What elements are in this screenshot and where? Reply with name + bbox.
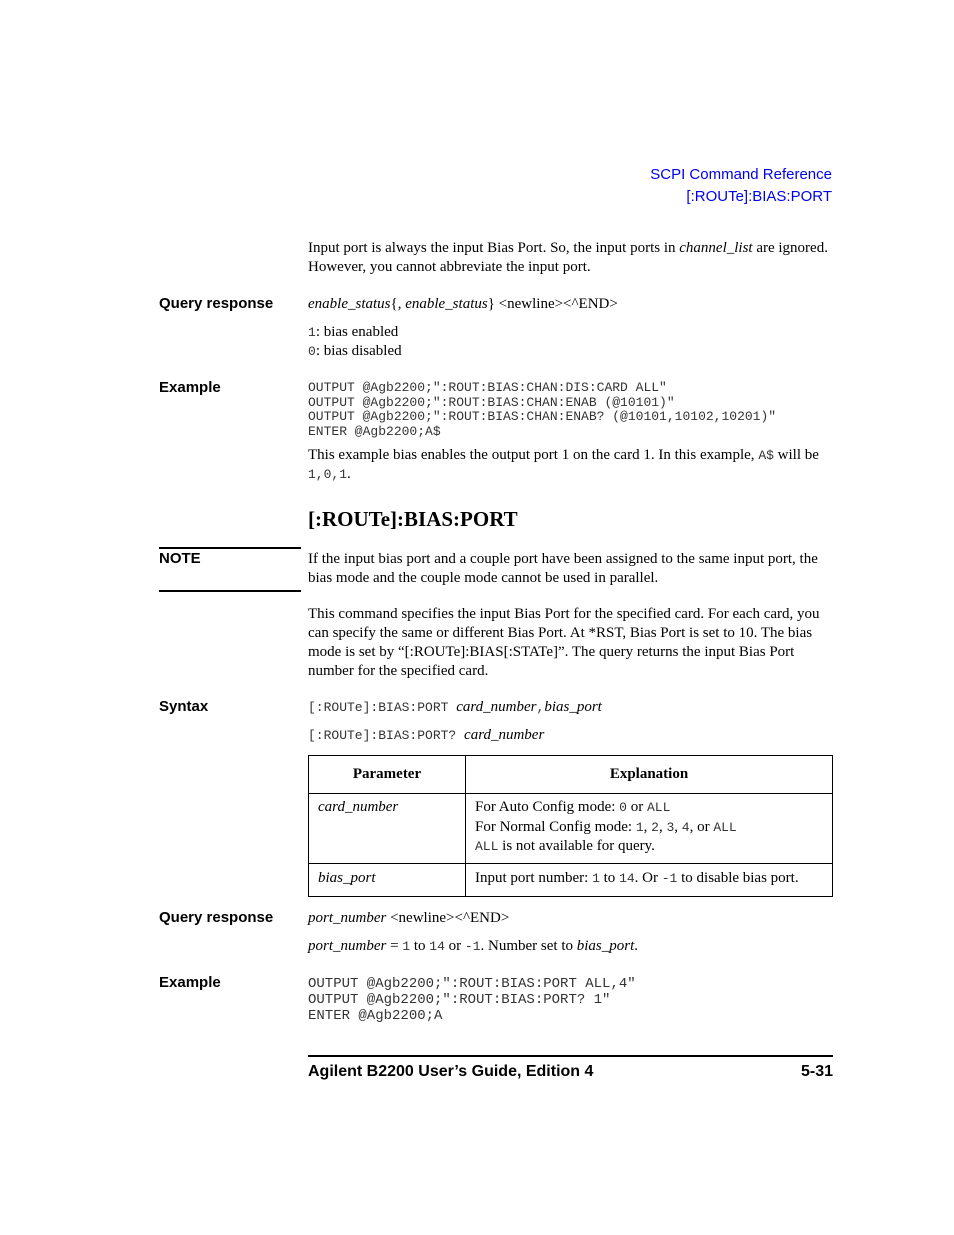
value-disabled: 0: bias disabled <box>308 343 402 359</box>
query-response-format-2: port_number <newline><^END> <box>308 910 510 926</box>
syntax-label: Syntax <box>159 698 209 715</box>
note-text: If the input bias port and a couple port have been assigned to the same input port, the bias mode and the couple mode cannot be used in parallel. <box>308 551 818 586</box>
table-row <box>309 794 833 864</box>
query-response-range: port_number = 1 to 14 or -1. Number set to bias_port. <box>308 938 639 954</box>
section-heading: [:ROUTe]:BIAS:PORT <box>308 507 518 531</box>
table-cell-explanation: Input port number: 1 to 14. Or -1 to disable bias port. <box>466 864 833 897</box>
table-header-explanation: Explanation <box>466 756 833 794</box>
footer-title: Agilent B2200 User’s Guide, Edition 4 <box>308 1063 594 1080</box>
command-description: This command specifies the input Bias Port for the specified card. For each card, you can specify the same or different Bias Port. At *RST, Bias Port is set to 10. The bias mode is set by “[:ROUTe]:BIAS[:STATe]”. The query returns the input Bias Port number for the specified card. <box>308 606 820 679</box>
running-header-section: [:ROUTe]:BIAS:PORT <box>686 188 832 205</box>
example-code-2: OUTPUT @Agb2200;":ROUT:BIAS:PORT ALL,4" OUTPUT @Agb2200;":ROUT:BIAS:PORT? 1" ENTER @Agb2200;A <box>308 976 636 1024</box>
example-label-2: Example <box>159 974 221 991</box>
table-cell-explanation: For Auto Config mode: 0 or ALL For Normal Config mode: 1, 2, 3, 4, or ALL ALL is not available for query. <box>466 794 833 864</box>
example-label: Example <box>159 379 221 396</box>
table-row <box>309 864 833 897</box>
parameter-table <box>308 755 833 897</box>
intro-paragraph: Input port is always the input Bias Port. So, the input ports in channel_list are ignored. However, you cannot abbreviate the input port. <box>308 240 828 275</box>
running-header-title: SCPI Command Reference <box>650 166 832 183</box>
footer-page-number: 5-31 <box>800 1063 833 1080</box>
example-description: This example bias enables the output port 1 on the card 1. In this example, A$ will be 1,0,1. <box>308 447 819 482</box>
query-response-label: Query response <box>159 295 274 312</box>
table-cell-param: bias_port <box>309 864 466 897</box>
table-header-row <box>309 756 833 794</box>
note-bottom-rule <box>159 590 301 592</box>
table-header-parameter: Parameter <box>309 756 466 794</box>
note-label: NOTE <box>159 550 201 567</box>
query-response-format: enable_status{, enable_status} <newline><^END> <box>308 296 618 312</box>
syntax-set: [:ROUTe]:BIAS:PORT card_number,bias_port <box>308 699 602 715</box>
syntax-query: [:ROUTe]:BIAS:PORT? card_number <box>308 727 545 743</box>
note-top-rule <box>159 547 301 549</box>
value-enabled: 1: bias enabled <box>308 324 399 340</box>
query-response-label-2: Query response <box>159 909 274 926</box>
footer-rule <box>308 1055 833 1057</box>
query-response-values <box>308 323 833 361</box>
example-code: OUTPUT @Agb2200;":ROUT:BIAS:CHAN:DIS:CARD ALL" OUTPUT @Agb2200;":ROUT:BIAS:CHAN:ENAB (@10101)" OUTPUT @Agb2200;":ROUT:BIAS:CHAN:ENAB? (@10101,10102,10201)" ENTER @Agb2200;A$ <box>308 380 777 439</box>
table-cell-param: card_number <box>309 794 466 864</box>
